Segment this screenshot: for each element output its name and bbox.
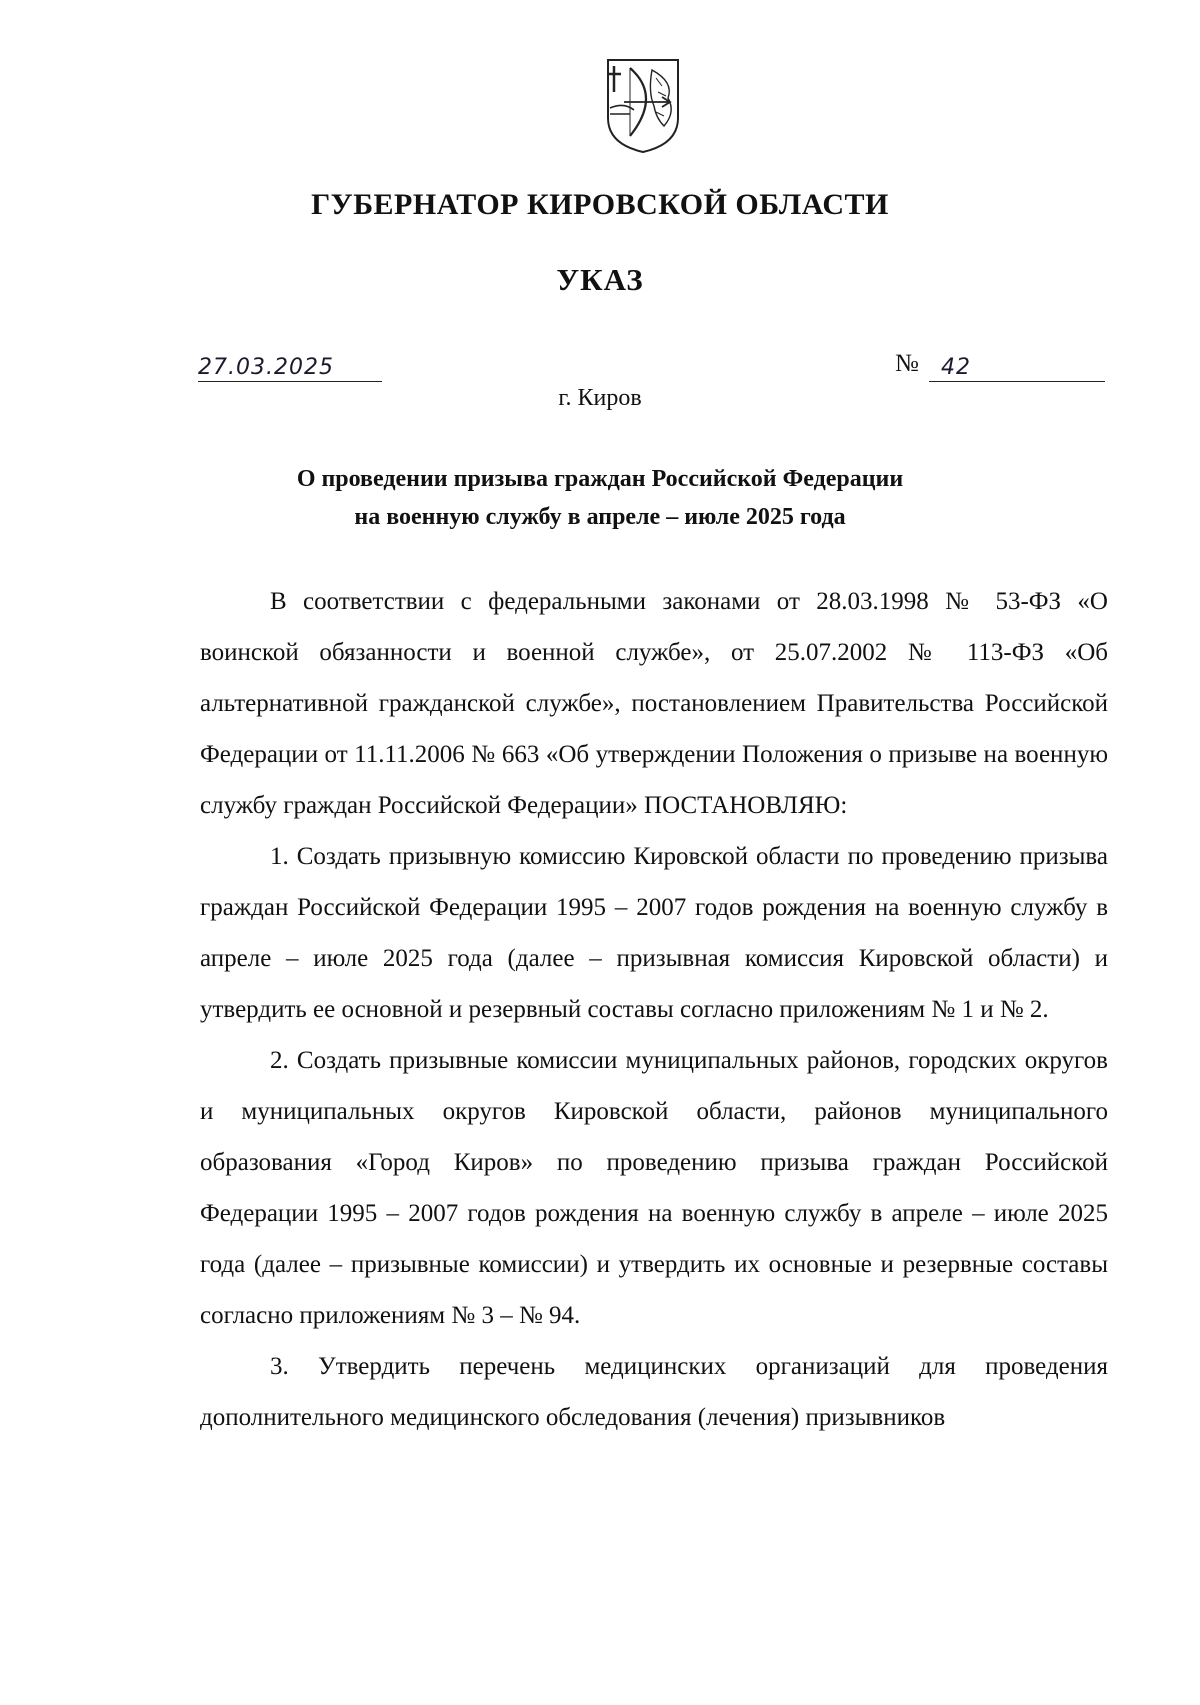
subject-line-1: О проведении призыва граждан Российской Федерации xyxy=(296,466,904,492)
number-sign: № xyxy=(895,350,919,377)
kirov-coat-of-arms-icon xyxy=(604,56,682,156)
number-field xyxy=(895,350,1105,382)
preamble-paragraph: В соответствии с федеральными законами от 28.03.1998 № 53-ФЗ «О воинской обязанности и военной службе», от 25.07.2002 № 113-ФЗ «Об альтернативной гражданской службе», постановлением Правительства Российской Федерации от 11.11.2006 № 663 «Об утверждении Положения о призыве на военную службу граждан Российской Федерации» ПОСТАНОВЛЯЮ: xyxy=(200,588,1108,819)
handwritten-number: 42 xyxy=(941,355,971,380)
place-of-issue: г. Киров xyxy=(558,385,642,411)
handwritten-date: 27.03.2025 xyxy=(198,355,334,380)
decree-body xyxy=(200,576,1108,1443)
number-underline xyxy=(929,381,1105,382)
item-2-paragraph: 2. Создать призывные комиссии муниципальных районов, городских округов и муниципальных округов Кировской области, районов муниципального образования «Город Киров» по проведению призыва граждан Российской Федерации 1995 – 2007 годов рождения на военную службу в апреле – июле 2025 года (далее – призывные комиссии) и утвердить их основные и резервные составы согласно приложениям № 3 – № 94. xyxy=(200,1047,1108,1329)
issuer-title: ГУБЕРНАТОР КИРОВСКОЙ ОБЛАСТИ xyxy=(311,188,889,221)
item-3-paragraph: 3. Утвердить перечень медицинских организаций для проведения дополнительного медицинского обследования (лечения) призывников xyxy=(200,1353,1108,1431)
document-type-title: УКАЗ xyxy=(556,262,644,297)
item-1-paragraph: 1. Создать призывную комиссию Кировской области по проведению призыва граждан Российской Федерации 1995 – 2007 годов рождения на военную службу в апреле – июле 2025 года (далее – призывная комиссия Кировской области) и утвердить ее основной и резервный составы согласно приложениям № 1 и № 2. xyxy=(200,843,1108,1023)
document-subject xyxy=(0,460,1200,536)
date-underline xyxy=(198,381,382,382)
subject-line-2: на военную службу в апреле – июле 2025 года xyxy=(354,504,846,530)
date-field xyxy=(198,352,382,382)
